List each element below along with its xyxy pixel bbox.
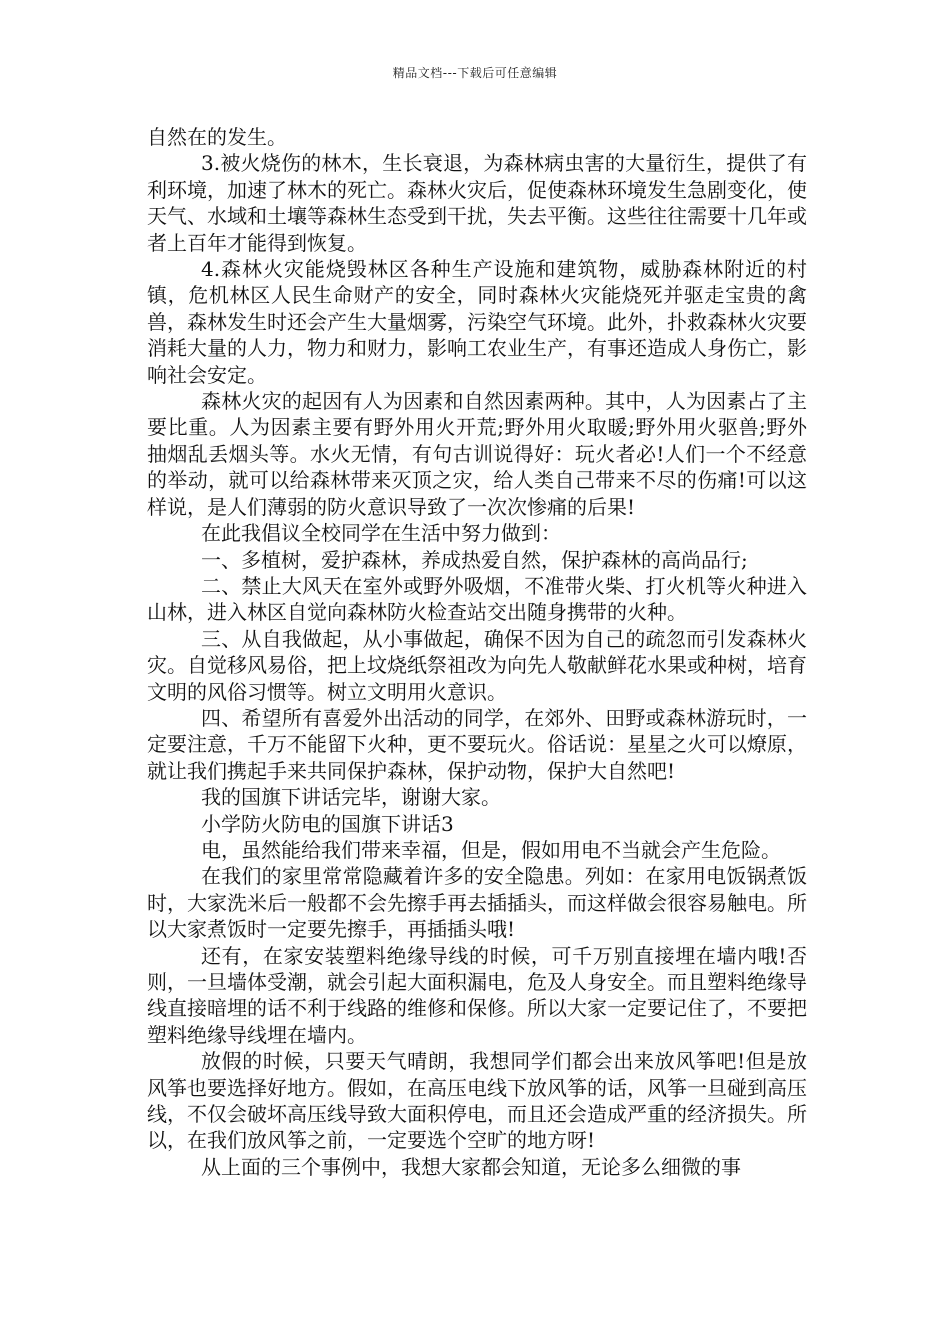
paragraph: 还有，在家安装塑料绝缘导线的时候，可千万别直接埋在墙内哦!否则，一旦墙体受潮，就会引起大面积漏电，危及人身安全。而且塑料绝缘导线直接暗埋的话不利于线路的维修和保修。所以大家一定要记住了，不要把塑料绝缘导线埋在墙内。 [147,943,807,1047]
paragraph: 在我们的家里常常隐藏着许多的安全隐患。列如：在家用电饭锅煮饭时，大家洗米后一般都不会先擦手再去插插头，而这样做会很容易触电。所以大家煮饭时一定要先擦手，再插插头哦! [147,864,807,942]
paragraph: 森林火灾的起因有人为因素和自然因素两种。其中，人为因素占了主要比重。人为因素主要有野外用火开荒;野外用火取暖;野外用火驱兽;野外抽烟乱丢烟头等。水火无情，有句古训说得好：玩火者必!人们一个不经意的举动，就可以给森林带来灭顶之灾，给人类自己带来不尽的伤痛!可以这样说，是人们薄弱的防火意识导致了一次次惨痛的后果! [147,389,807,519]
paragraph: 3.被火烧伤的林木，生长衰退，为森林病虫害的大量衍生，提供了有利环境，加速了林木的死亡。森林火灾后，促使森林环境发生急剧变化，使天气、水域和土壤等森林生态受到干扰，失去平衡。这些往往需要十几年或者上百年才能得到恢复。 [147,151,807,255]
document-body [147,124,807,1180]
paragraph: 我的国旗下讲话完毕，谢谢大家。 [201,785,501,810]
paragraph: 4.森林火灾能烧毁林区各种生产设施和建筑物，威胁森林附近的村镇，危机林区人民生命财产的安全，同时森林火灾能烧死并驱走宝贵的禽兽，森林发生时还会产生大量烟雾，污染空气环境。此外，扑救森林火灾要消耗大量的人力，物力和财力，影响工农业生产，有事还造成人身伤亡，影响社会安定。 [147,257,807,387]
paragraph: 自然在的发生。 [147,125,287,149]
paragraph: 电，虽然能给我们带来幸福，但是，假如用电不当就会产生危险。 [201,837,781,862]
list-item: 三、从自我做起，从小事做起，确保不因为自己的疏忽而引发森林火灾。自觉移风易俗，把上坟烧纸祭祖改为向先人敬献鲜花水果或种树，培育文明的风俗习惯等。树立文明用火意识。 [147,626,807,704]
paragraph: 放假的时候，只要天气晴朗，我想同学们都会出来放风筝吧!但是放风筝也要选择好地方。假如，在高压电线下放风筝的话，风筝一旦碰到高压线，不仅会破坏高压线导致大面积停电，而且还会造成严重的经济损失。所以，在我们放风筝之前，一定要选个空旷的地方呀! [147,1049,807,1153]
paragraph: 在此我倡议全校同学在生活中努力做到： [201,521,561,546]
list-item: 一、多植树，爱护森林，养成热爱自然，保护森林的高尚品行; [201,547,748,572]
section-title: 小学防火防电的国旗下讲话3 [201,811,454,836]
list-item: 四、希望所有喜爱外出活动的同学，在郊外、田野或森林游玩时，一定要注意，千万不能留下火种，更不要玩火。俗话说：星星之火可以燎原，就让我们携起手来共同保护森林，保护动物，保护大自然吧! [147,705,807,783]
page-header: 精品文档---下载后可任意编辑 [392,66,558,80]
list-item: 二、禁止大风天在室外或野外吸烟，不准带火柴、打火机等火种进入山林，进入林区自觉向森林防火检查站交出随身携带的火种。 [147,573,807,625]
paragraph: 从上面的三个事例中，我想大家都会知道，无论多么细微的事 [201,1154,741,1179]
